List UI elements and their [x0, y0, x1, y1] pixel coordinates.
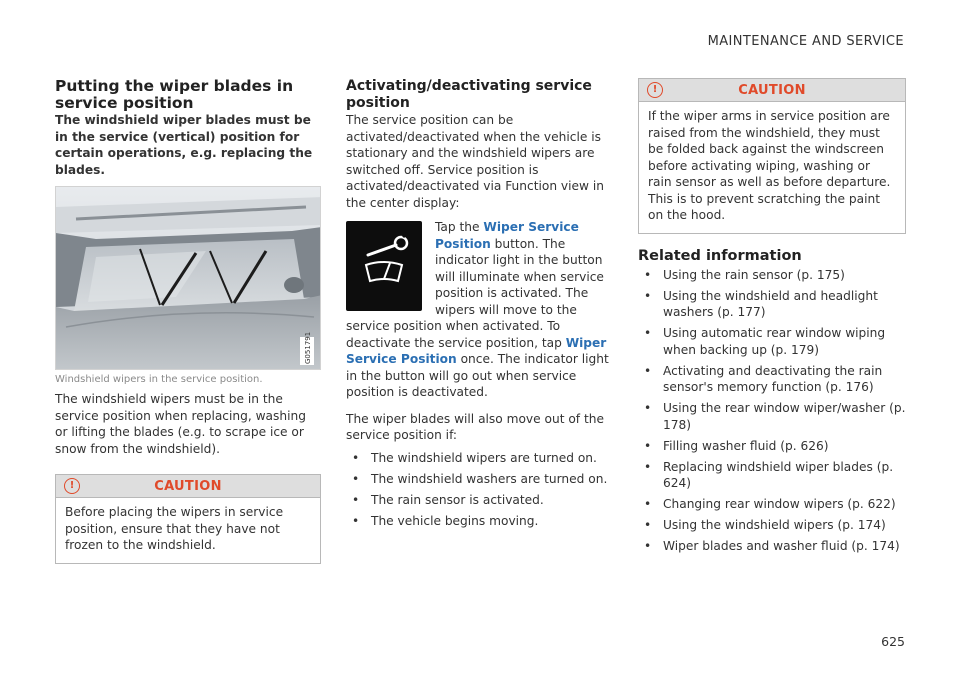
- caution-text: If the wiper arms in service position are raised from the windshield, they must be folded back against the windscreen before activating wiping, washing or rain sensor as well as before departure. This is to prevent scratching the paint on the hood.: [648, 109, 891, 222]
- caution-title: CAUTION: [154, 478, 222, 494]
- caution-header: [639, 79, 905, 102]
- column-left: [55, 78, 321, 564]
- image-code: G051791: [304, 331, 312, 364]
- list-item: • The vehicle begins moving.: [352, 513, 539, 528]
- running-header: MAINTENANCE AND SERVICE: [707, 34, 904, 49]
- column-middle: [346, 78, 612, 534]
- windshield-photo: [55, 186, 321, 370]
- service-instruction: Tap the Wiper Service Position button. The indicator light in the button will illuminate when service position is activated. The wipers will move to the service position when activated. To deactivate the service position, tap Wiper Service Position once. The indicator light in the button will go out when service position is deactivated.: [346, 220, 609, 399]
- list-item: • The windshield washers are turned on.: [352, 471, 608, 486]
- body-paragraph: The windshield wipers must be in the service position when replacing, washing or lifting the blades (e.g. to scrape ice or snow from the windshield).: [55, 392, 306, 456]
- exclamation-circle-icon: !: [64, 478, 80, 494]
- caution-box: [638, 78, 906, 234]
- list-item: • The rain sensor is activated.: [352, 492, 544, 507]
- related-link[interactable]: • Using the rain sensor (p. 175): [644, 267, 845, 282]
- section-heading: Putting the wiper blades in service position: [55, 77, 294, 112]
- wiper-service-position-label: Wiper Service Position: [435, 220, 579, 251]
- related-link[interactable]: • Replacing windshield wiper blades (p. 624): [644, 459, 894, 490]
- caution-text: Before placing the wipers in service position, ensure that they have not frozen to the windshield.: [65, 505, 284, 552]
- photo-caption: Windshield wipers in the service position.: [55, 374, 263, 385]
- related-link[interactable]: • Wiper blades and washer fluid (p. 174): [644, 539, 900, 553]
- wiper-service-position-label-2: Wiper Service Position: [346, 335, 607, 366]
- related-link[interactable]: • Activating and deactivating the rain sensor's memory function (p. 176): [644, 363, 883, 394]
- move-intro: The wiper blades will also move out of the service position if:: [346, 411, 604, 442]
- exclamation-circle-icon: !: [647, 82, 663, 98]
- wrench-wiper-icon: [346, 221, 422, 311]
- conditions-list: [346, 450, 612, 530]
- related-link[interactable]: • Using the windshield and headlight washers (p. 177): [644, 288, 878, 319]
- caution-title: CAUTION: [738, 82, 806, 98]
- list-item: • The windshield wipers are turned on.: [352, 450, 597, 465]
- intro-paragraph: The service position can be activated/deactivated when the vehicle is stationary and the windshield wipers are switched off. Service position is activated/deactivated via Function view in the center display:: [346, 113, 604, 210]
- caution-header: [56, 475, 320, 498]
- column-right: [638, 78, 906, 559]
- related-link[interactable]: • Using the rear window wiper/washer (p. 178): [644, 401, 906, 432]
- related-link[interactable]: • Changing rear window wipers (p. 622): [644, 497, 896, 511]
- caution-box: [55, 474, 321, 564]
- related-link[interactable]: • Using the windshield wipers (p. 174): [644, 518, 886, 532]
- related-list: [638, 267, 906, 555]
- related-link[interactable]: • Using automatic rear window wiping when backing up (p. 179): [644, 326, 886, 357]
- lead-paragraph: The windshield wiper blades must be in the service (vertical) position for certain operations, e.g. replacing the blades.: [55, 113, 313, 177]
- subsection-heading: Activating/deactivating service position: [346, 78, 592, 111]
- related-heading: Related information: [638, 247, 802, 264]
- related-link[interactable]: • Filling washer fluid (p. 626): [644, 438, 829, 453]
- page-number: 625: [881, 634, 905, 649]
